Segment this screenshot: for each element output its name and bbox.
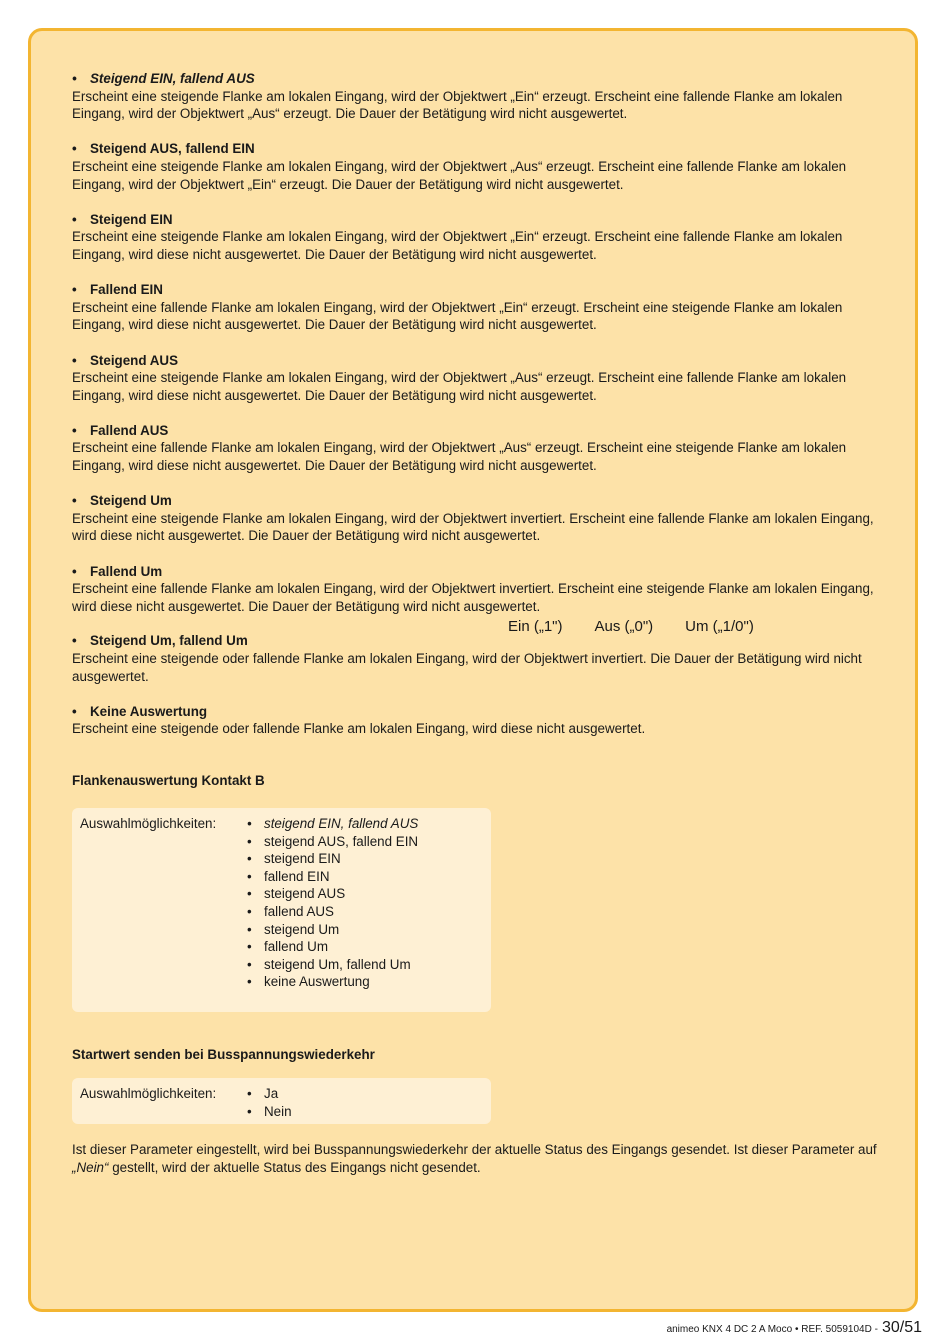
bullet-icon: • [72, 563, 77, 579]
section-title-flankenauswertung-b: Flankenauswertung Kontakt B [72, 773, 265, 788]
bullet-icon: • [72, 141, 77, 157]
item-title: • Steigend AUS [72, 352, 179, 368]
option-item: • fallend AUS [247, 903, 483, 921]
options-box-flankenauswertung-b [72, 808, 491, 1012]
option-item: • steigend Um, fallend Um [247, 956, 483, 974]
options-list [247, 1085, 483, 1120]
options-description-list [72, 70, 887, 756]
item-title: • Keine Auswertung [72, 703, 208, 719]
item-text: Erscheint eine steigende Flanke am lokalen Eingang, wird der Objektwert „Aus“ erzeugt. Erscheint eine fallende Flanke am lokalen Eingang, wird diese nicht ausgewertet. Die Dauer der Betätigung wird nicht ausgewertet. [72, 370, 847, 403]
list-item [72, 422, 887, 475]
bullet-icon: • [72, 493, 77, 509]
legend-ein: Ein („1") [508, 618, 563, 635]
list-item [72, 281, 887, 334]
paragraph-text: gestellt, wird der aktuelle Status des Eingangs nicht gesendet. [108, 1159, 481, 1175]
option-item: • steigend Um [247, 921, 483, 939]
item-title: • Fallend Um [72, 563, 163, 579]
options-box-startwert [72, 1078, 491, 1124]
option-item: • fallend Um [247, 938, 483, 956]
bullet-icon: • [72, 422, 77, 438]
options-list [247, 815, 483, 991]
options-label: Auswahlmöglichkeiten: [80, 1086, 217, 1101]
item-text: Erscheint eine fallende Flanke am lokalen Eingang, wird der Objektwert „Ein“ erzeugt. Erscheint eine steigende Flanke am lokalen Eingang, wird diese nicht ausgewertet. Die Dauer der Betätigung wird nicht ausgewertet. [72, 299, 843, 333]
value-legend [508, 617, 754, 637]
bullet-icon: • [72, 211, 77, 227]
item-title: • Fallend EIN [72, 282, 163, 298]
option-item: • keine Auswertung [247, 973, 483, 991]
bullet-icon: • [72, 633, 77, 649]
item-title: • Steigend Um [72, 493, 172, 509]
option-item: • steigend EIN, fallend AUS [247, 815, 483, 833]
options-label: Auswahlmöglichkeiten: [80, 816, 217, 831]
bullet-icon: • [72, 282, 77, 298]
item-text: Erscheint eine steigende Flanke am lokalen Eingang, wird der Objektwert „Ein“ erzeugt. Erscheint eine fallende Flanke am lokalen Eingang, wird diese nicht ausgewertet. Die Dauer der Betätigung wird nicht ausgewertet. [72, 229, 843, 262]
list-item [72, 703, 887, 738]
legend-aus: Aus („0") [594, 618, 654, 635]
item-title: • Steigend AUS, fallend EIN [72, 141, 255, 157]
item-title: • Fallend AUS [72, 422, 169, 438]
startwert-description [72, 1141, 887, 1176]
item-title: • Steigend EIN, fallend AUS [72, 71, 255, 86]
list-item [72, 70, 887, 123]
option-item: • steigend EIN [247, 850, 483, 868]
list-item [72, 140, 887, 193]
paragraph-emphasis: „Nein“ [72, 1159, 109, 1175]
option-item: • steigend AUS, fallend EIN [247, 833, 483, 851]
item-text: Erscheint eine steigende oder fallende Flanke am lokalen Eingang, wird der Objektwert invertiert. Die Dauer der Betätigung wird nicht ausgewertet. [72, 651, 862, 684]
footer-reference: animeo KNX 4 DC 2 A Moco • REF. 5059104D - [666, 1324, 878, 1335]
list-item [72, 211, 887, 264]
paragraph-text: Ist dieser Parameter eingestellt, wird bei Busspannungswiederkehr der aktuelle Status des Eingangs gesendet. Ist dieser Parameter auf [72, 1142, 877, 1157]
list-item [72, 492, 887, 545]
item-text: Erscheint eine steigende oder fallende Flanke am lokalen Eingang, wird diese nicht ausgewertet. [72, 721, 646, 737]
list-item [72, 632, 887, 685]
item-title: • Steigend EIN [72, 211, 173, 227]
bullet-icon: • [72, 352, 77, 368]
item-text: Erscheint eine fallende Flanke am lokalen Eingang, wird der Objektwert „Aus“ erzeugt. Erscheint eine steigende Flanke am lokalen Eingang, wird diese nicht ausgewertet. Die Dauer der Betätigung wird nicht ausgewertet. [72, 440, 847, 474]
bullet-icon: • [72, 703, 77, 719]
option-item: • Ja [247, 1085, 483, 1103]
bullet-icon: • [72, 71, 77, 86]
item-text: Erscheint eine fallende Flanke am lokalen Eingang, wird der Objektwert invertiert. Erscheint eine steigende Flanke am lokalen Eingang, wird diese nicht ausgewertet. Die Dauer der Betätigung wird nicht ausgewertet. [72, 581, 874, 614]
section-title-startwert: Startwert senden bei Busspannungswiederkehr [72, 1047, 375, 1062]
item-text: Erscheint eine steigende Flanke am lokalen Eingang, wird der Objektwert „Aus“ erzeugt. Erscheint eine fallende Flanke am lokalen Eingang, wird der Objektwert „Ein“ erzeugt. Die Dauer der Betätigung wird nicht ausgewertet. [72, 158, 847, 192]
item-text: Erscheint eine steigende Flanke am lokalen Eingang, wird der Objektwert invertiert. Erscheint eine fallende Flanke am lokalen Eingang, wird diese nicht ausgewertet. Die Dauer der Betätigung wird nicht ausgewertet. [72, 510, 874, 544]
option-item: • Nein [247, 1103, 483, 1121]
list-item [72, 563, 887, 616]
list-item [72, 352, 887, 405]
legend-um: Um („1/0") [685, 618, 754, 635]
option-item: • fallend EIN [247, 868, 483, 886]
page-number: 30/51 [881, 1319, 922, 1336]
item-title: • Steigend Um, fallend Um [72, 633, 248, 649]
item-text: Erscheint eine steigende Flanke am lokalen Eingang, wird der Objektwert „Ein“ erzeugt. Erscheint eine fallende Flanke am lokalen Eingang, wird der Objektwert „Aus“ erzeugt. Die Dauer der Betätigung wird nicht ausgewertet. [72, 88, 843, 122]
page-footer [667, 1318, 922, 1340]
option-item: • steigend AUS [247, 885, 483, 903]
